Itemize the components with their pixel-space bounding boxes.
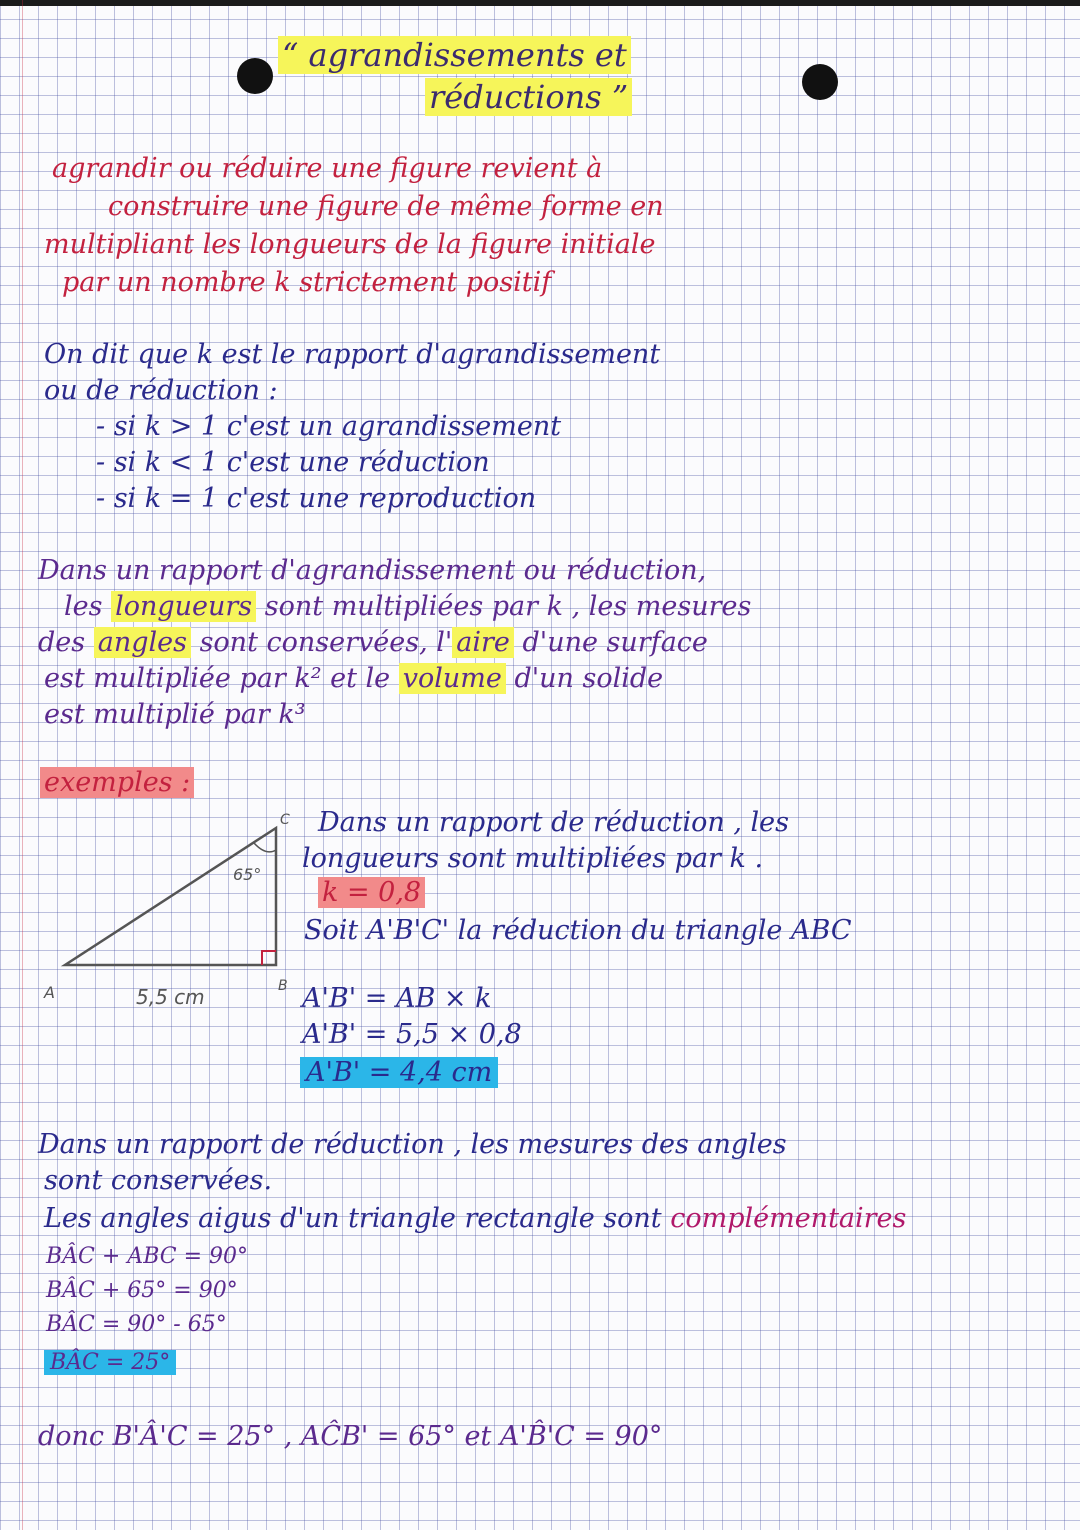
equation-3: BÂC = 90° - 65° bbox=[46, 1312, 227, 1337]
calc-line-1: A'B' = AB × k bbox=[302, 983, 492, 1014]
definition-line-2: construire une figure de même forme en bbox=[108, 191, 664, 222]
margin-line bbox=[22, 0, 23, 1530]
examples-label: exemples : bbox=[40, 766, 194, 800]
ratio-case-3: - si k = 1 c'est une reproduction bbox=[96, 483, 537, 514]
rules-line-5: est multiplié par k³ bbox=[44, 699, 306, 730]
rules-line-4: est multipliée par k² et le volume d'un solide bbox=[44, 663, 664, 694]
angles-line-3: Les angles aigus d'un triangle rectangle sont complémentaires bbox=[44, 1203, 907, 1234]
vertex-b: B bbox=[278, 978, 288, 994]
angle-arc bbox=[254, 843, 276, 852]
right-angle-mark bbox=[262, 951, 276, 965]
soit-line: Soit A'B'C' la réduction du triangle ABC bbox=[304, 915, 852, 946]
example-text-1: Dans un rapport de réduction , les bbox=[318, 807, 789, 838]
rules-line-1: Dans un rapport d'agrandissement ou réduction, bbox=[38, 555, 707, 586]
rules-line-2: les longueurs sont multipliées par k , les mesures bbox=[64, 591, 752, 622]
triangle-abc bbox=[65, 828, 276, 965]
vertex-a: A bbox=[44, 983, 55, 1002]
conclusion-line: donc B'Â'C = 25° , AĈB' = 65° et A'B̂'C = 90° bbox=[38, 1421, 663, 1452]
title-line-2: réductions ” bbox=[425, 80, 632, 114]
angles-line-2: sont conservées. bbox=[44, 1165, 273, 1196]
example-text-2: longueurs sont multipliées par k . bbox=[302, 843, 764, 874]
binder-hole-left bbox=[237, 58, 273, 94]
side-length-label: 5,5 cm bbox=[136, 985, 205, 1009]
angle-label: 65° bbox=[233, 865, 262, 884]
ratio-case-1: - si k > 1 c'est un agrandissement bbox=[96, 411, 562, 442]
definition-line-4: par un nombre k strictement positif bbox=[62, 267, 552, 298]
calc-line-2: A'B' = 5,5 × 0,8 bbox=[302, 1019, 522, 1050]
equation-1: BÂC + ABC = 90° bbox=[46, 1244, 249, 1269]
equation-2: BÂC + 65° = 90° bbox=[46, 1278, 238, 1303]
rules-line-3: des angles sont conservées, l' aire d'une surface bbox=[38, 627, 708, 658]
ratio-intro-1: On dit que k est le rapport d'agrandissement bbox=[44, 339, 661, 370]
calc-result: A'B' = 4,4 cm bbox=[300, 1056, 498, 1090]
k-value: k = 0,8 bbox=[318, 876, 425, 910]
equation-4: BÂC = 25° bbox=[44, 1346, 176, 1380]
angles-line-1: Dans un rapport de réduction , les mesures des angles bbox=[38, 1129, 787, 1160]
binder-hole-right bbox=[802, 64, 838, 100]
definition-line-3: multipliant les longueurs de la figure initiale bbox=[44, 229, 656, 260]
definition-line-1: agrandir ou réduire une figure revient à bbox=[52, 153, 603, 184]
page-top-edge bbox=[0, 0, 1080, 6]
ratio-intro-2: ou de réduction : bbox=[44, 375, 278, 406]
triangle-diagram bbox=[40, 810, 300, 1020]
ratio-case-2: - si k < 1 c'est une réduction bbox=[96, 447, 490, 478]
vertex-c: C bbox=[280, 812, 290, 828]
title-line-1: “ agrandissements et bbox=[278, 38, 631, 72]
